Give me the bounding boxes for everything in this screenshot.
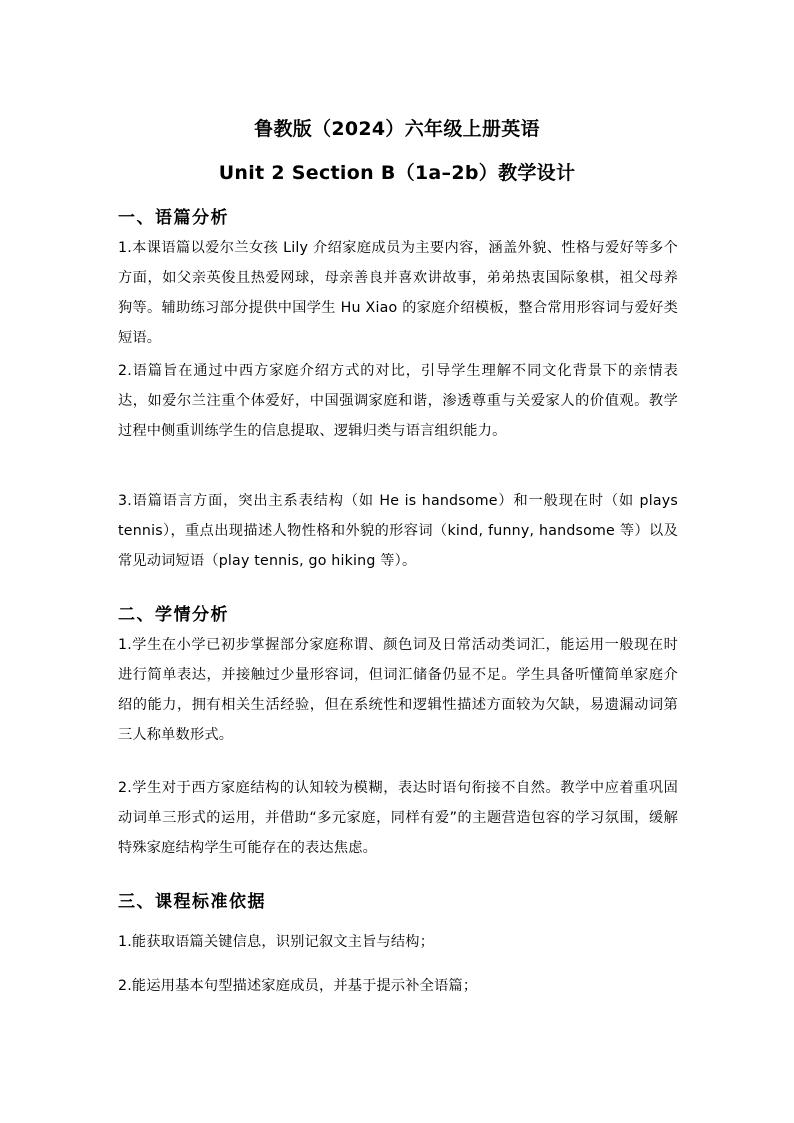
section-heading-learner-analysis: 二、学情分析 xyxy=(118,605,229,625)
paragraph: 1.本课语篇以爱尔兰女孩 Lily 介绍家庭成员为主要内容，涵盖外貌、性格与爱好等多个方面，如父亲英俊且热爱网球，母亲善良并喜欢讲故事，弟弟热衷国际象棋，祖父母养狗等。辅助练习部分提供中国学生 Hu Xiao 的家庭介绍模板，整合常用形容词与爱好类短语。 xyxy=(118,240,678,346)
paragraph: 3.语篇语言方面，突出主系表结构（如 He is handsome）和一般现在时（如 plays tennis），重点出现描述人物性格和外貌的形容词（kind, funny, handsome 等）以及常见动词短语（play tennis, go hiking 等）。 xyxy=(118,493,678,569)
section-heading-discourse-analysis: 一、语篇分析 xyxy=(118,208,229,228)
document-subtitle: Unit 2 Section B（1a–2b）教学设计 xyxy=(218,162,576,184)
paragraph: 1.能获取语篇关键信息，识别记叙文主旨与结构； xyxy=(118,934,435,950)
section-heading-curriculum-standards: 三、课程标准依据 xyxy=(118,892,266,912)
paragraph: 2.能运用基本句型描述家庭成员，并基于提示补全语篇； xyxy=(118,978,478,994)
document-title: 鲁教版（2024）六年级上册英语 xyxy=(254,118,540,140)
paragraph: 2.学生对于西方家庭结构的认知较为模糊，表达时语句衔接不自然。教学中应着重巩固动词单三形式的运用，并借助“多元家庭，同样有爱”的主题营造包容的学习氛围，缓解特殊家庭结构学生可能存在的表达焦虑。 xyxy=(118,780,678,856)
paragraph: 1.学生在小学已初步掌握部分家庭称谓、颜色词及日常活动类词汇，能运用一般现在时进行简单表达，并接触过少量形容词，但词汇储备仍显不足。学生具备听懂简单家庭介绍的能力，拥有相关生活经验，但在系统性和逻辑性描述方面较为欠缺，易遗漏动词第三人称单数形式。 xyxy=(118,637,678,743)
paragraph: 2.语篇旨在通过中西方家庭介绍方式的对比，引导学生理解不同文化背景下的亲情表达，如爱尔兰注重个体爱好，中国强调家庭和谐，渗透尊重与关爱家人的价值观。教学过程中侧重训练学生的信息提取、逻辑归类与语言组织能力。 xyxy=(118,363,678,439)
